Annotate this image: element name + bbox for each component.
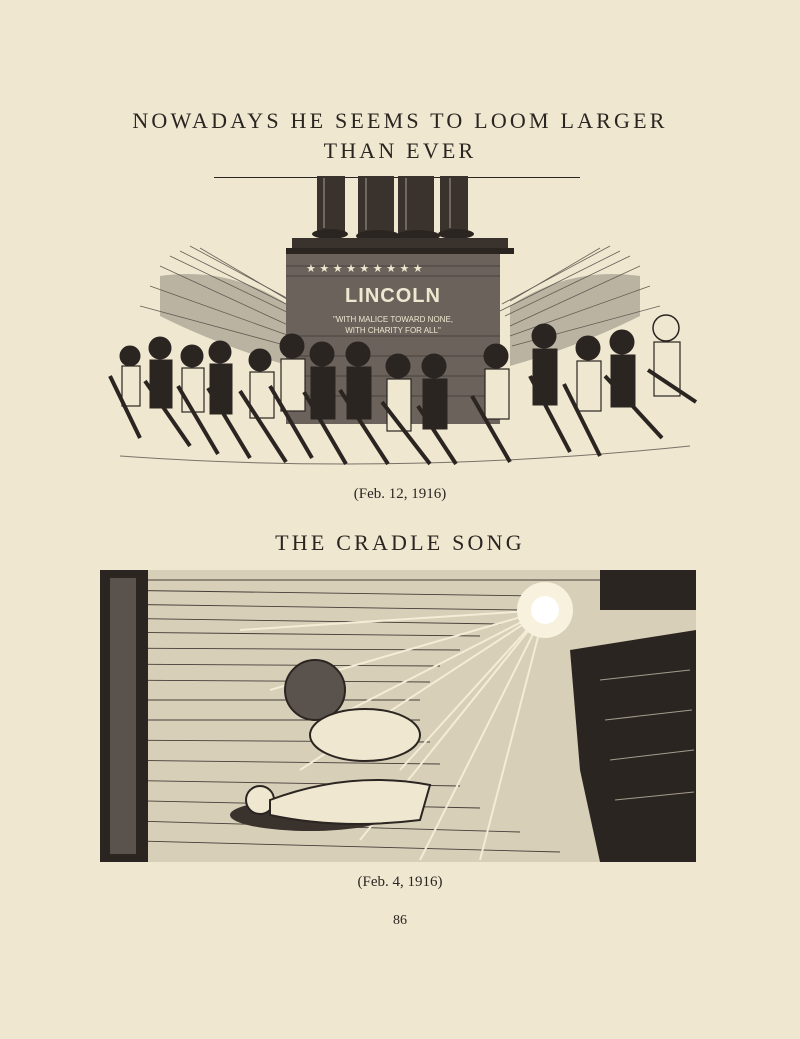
cartoon1-title: [0, 106, 800, 166]
cartoon1-caption: (Feb. 12, 1916): [353, 486, 447, 502]
pedestal-inscription-2: WITH CHARITY FOR ALL": [345, 326, 441, 335]
svg-text:★ ★ ★ ★ ★ ★ ★ ★ ★: ★ ★ ★ ★ ★ ★ ★ ★ ★: [306, 262, 423, 275]
statue-legs: [317, 176, 468, 234]
cartoon1-title-line1: NOWADAYS HE SEEMS TO LOOM LARGER: [132, 108, 668, 133]
cartoon2-title: THE CRADLE SONG: [275, 530, 525, 555]
cartoon2-caption: (Feb. 4, 1916): [357, 874, 443, 890]
cradle-song-illustration: [100, 570, 696, 862]
pedestal-inscription-1: "WITH MALICE TOWARD NONE,: [332, 315, 454, 324]
cartoon1-title-line2: THAN EVER: [323, 138, 477, 163]
lincoln-cartoon-illustration: [100, 176, 700, 476]
pedestal-name: LINCOLN: [345, 285, 441, 307]
page-number: 86: [393, 913, 407, 928]
